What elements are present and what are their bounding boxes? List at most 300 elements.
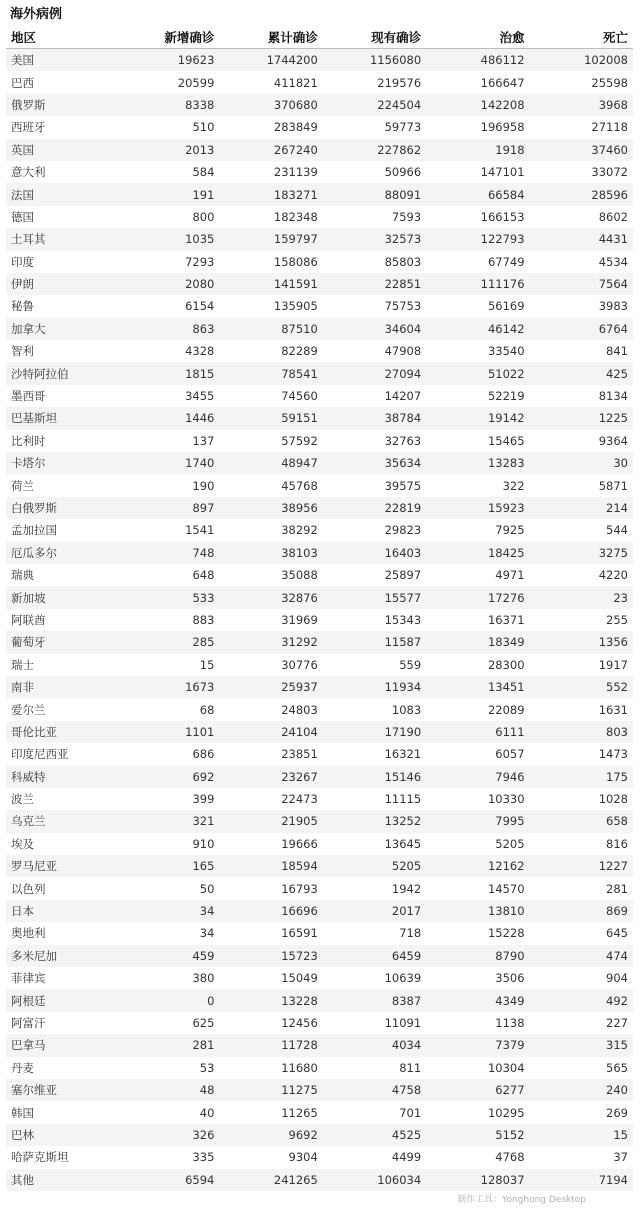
cell-recovered: 18425 (426, 542, 529, 564)
cell-deaths: 1028 (530, 788, 633, 810)
cell-new-confirmed: 399 (116, 788, 219, 810)
cell-recovered: 67749 (426, 251, 529, 273)
cell-recovered: 4971 (426, 564, 529, 586)
cell-deaths: 214 (530, 497, 633, 519)
cell-total-confirmed: 82289 (219, 340, 322, 362)
cell-total-confirmed: 9692 (219, 1124, 322, 1146)
cell-new-confirmed: 165 (116, 855, 219, 877)
cell-total-confirmed: 38292 (219, 519, 322, 541)
cell-new-confirmed: 20599 (116, 71, 219, 93)
cell-new-confirmed: 6154 (116, 295, 219, 317)
cell-new-confirmed: 34 (116, 922, 219, 944)
cell-total-confirmed: 241265 (219, 1169, 322, 1191)
header-region[interactable]: 地区 (6, 26, 116, 49)
cell-total-confirmed: 30776 (219, 654, 322, 676)
cell-new-confirmed: 1101 (116, 721, 219, 743)
cell-region: 阿富汗 (6, 1012, 116, 1034)
cell-recovered: 7946 (426, 766, 529, 788)
cell-recovered: 13283 (426, 452, 529, 474)
cell-recovered: 12162 (426, 855, 529, 877)
cell-deaths: 25598 (530, 71, 633, 93)
cell-total-confirmed: 57592 (219, 430, 322, 452)
cell-deaths: 1917 (530, 654, 633, 676)
cell-total-confirmed: 23267 (219, 766, 322, 788)
cell-recovered: 322 (426, 474, 529, 496)
cell-current-confirmed: 17190 (323, 721, 426, 743)
cell-deaths: 281 (530, 877, 633, 899)
cell-region: 土耳其 (6, 228, 116, 250)
cell-new-confirmed: 48 (116, 1079, 219, 1101)
cell-total-confirmed: 32876 (219, 586, 322, 608)
cell-deaths: 841 (530, 340, 633, 362)
cell-deaths: 8602 (530, 206, 633, 228)
table-row (6, 1012, 633, 1034)
cell-new-confirmed: 897 (116, 497, 219, 519)
cell-region: 伊朗 (6, 273, 116, 295)
header-new-confirmed[interactable]: 新增确诊 (116, 26, 219, 49)
cell-current-confirmed: 34604 (323, 318, 426, 340)
cell-recovered: 486112 (426, 49, 529, 72)
table-row (6, 497, 633, 519)
cell-new-confirmed: 533 (116, 586, 219, 608)
table-row (6, 855, 633, 877)
cell-deaths: 9364 (530, 430, 633, 452)
cell-region: 白俄罗斯 (6, 497, 116, 519)
cell-recovered: 122793 (426, 228, 529, 250)
cell-current-confirmed: 2017 (323, 900, 426, 922)
table-row (6, 967, 633, 989)
cell-deaths: 658 (530, 810, 633, 832)
cell-new-confirmed: 800 (116, 206, 219, 228)
cell-total-confirmed: 370680 (219, 94, 322, 116)
cell-total-confirmed: 18594 (219, 855, 322, 877)
cell-deaths: 227 (530, 1012, 633, 1034)
cell-region: 法国 (6, 183, 116, 205)
table-row (6, 206, 633, 228)
cell-current-confirmed: 85803 (323, 251, 426, 273)
cell-new-confirmed: 2080 (116, 273, 219, 295)
cell-recovered: 66584 (426, 183, 529, 205)
cell-region: 意大利 (6, 161, 116, 183)
cell-total-confirmed: 12456 (219, 1012, 322, 1034)
cell-deaths: 4431 (530, 228, 633, 250)
cell-current-confirmed: 13645 (323, 833, 426, 855)
cell-new-confirmed: 584 (116, 161, 219, 183)
cell-recovered: 10304 (426, 1057, 529, 1079)
cell-region: 秘鲁 (6, 295, 116, 317)
cell-total-confirmed: 15049 (219, 967, 322, 989)
cell-region: 美国 (6, 49, 116, 72)
header-recovered[interactable]: 治愈 (426, 26, 529, 49)
cell-deaths: 1631 (530, 698, 633, 720)
cell-region: 智利 (6, 340, 116, 362)
cell-new-confirmed: 321 (116, 810, 219, 832)
cell-total-confirmed: 35088 (219, 564, 322, 586)
cell-new-confirmed: 1740 (116, 452, 219, 474)
table-row (6, 318, 633, 340)
cell-new-confirmed: 625 (116, 1012, 219, 1034)
cell-new-confirmed: 137 (116, 430, 219, 452)
cell-current-confirmed: 16403 (323, 542, 426, 564)
table-row (6, 161, 633, 183)
cell-total-confirmed: 59151 (219, 407, 322, 429)
cell-recovered: 111176 (426, 273, 529, 295)
cell-recovered: 3506 (426, 967, 529, 989)
cell-current-confirmed: 5205 (323, 855, 426, 877)
cell-recovered: 147101 (426, 161, 529, 183)
cell-region: 英国 (6, 139, 116, 161)
cell-region: 阿联酋 (6, 609, 116, 631)
cell-current-confirmed: 4499 (323, 1146, 426, 1168)
cell-new-confirmed: 692 (116, 766, 219, 788)
footer-credit: 制作工具：Yonghong Desktop (457, 1195, 586, 1205)
cell-deaths: 4220 (530, 564, 633, 586)
cell-new-confirmed: 281 (116, 1034, 219, 1056)
cell-new-confirmed: 1035 (116, 228, 219, 250)
cell-recovered: 7379 (426, 1034, 529, 1056)
table-row (6, 1169, 633, 1191)
cell-recovered: 51022 (426, 362, 529, 384)
cell-current-confirmed: 35634 (323, 452, 426, 474)
cell-recovered: 16371 (426, 609, 529, 631)
table-row (6, 295, 633, 317)
cell-new-confirmed: 2013 (116, 139, 219, 161)
cell-region: 加拿大 (6, 318, 116, 340)
table-header-row (6, 26, 633, 49)
cell-total-confirmed: 22473 (219, 788, 322, 810)
cell-total-confirmed: 25937 (219, 676, 322, 698)
cell-deaths: 869 (530, 900, 633, 922)
table-row (6, 766, 633, 788)
cell-current-confirmed: 227862 (323, 139, 426, 161)
cell-new-confirmed: 380 (116, 967, 219, 989)
cell-current-confirmed: 811 (323, 1057, 426, 1079)
cell-deaths: 3983 (530, 295, 633, 317)
cell-recovered: 4768 (426, 1146, 529, 1168)
cell-current-confirmed: 15146 (323, 766, 426, 788)
cell-deaths: 23 (530, 586, 633, 608)
cell-region: 俄罗斯 (6, 94, 116, 116)
cell-new-confirmed: 1541 (116, 519, 219, 541)
cell-deaths: 425 (530, 362, 633, 384)
cell-region: 菲律宾 (6, 967, 116, 989)
cell-current-confirmed: 1083 (323, 698, 426, 720)
cell-current-confirmed: 10639 (323, 967, 426, 989)
cell-recovered: 15923 (426, 497, 529, 519)
table-row (6, 519, 633, 541)
table-row (6, 542, 633, 564)
cell-new-confirmed: 648 (116, 564, 219, 586)
cell-total-confirmed: 1744200 (219, 49, 322, 72)
cell-total-confirmed: 283849 (219, 116, 322, 138)
cell-recovered: 13451 (426, 676, 529, 698)
table-row (6, 654, 633, 676)
cell-deaths: 15 (530, 1124, 633, 1146)
table-row (6, 810, 633, 832)
table-row (6, 228, 633, 250)
table-row (6, 676, 633, 698)
cell-new-confirmed: 686 (116, 743, 219, 765)
cell-recovered: 15228 (426, 922, 529, 944)
cell-current-confirmed: 15577 (323, 586, 426, 608)
cell-current-confirmed: 219576 (323, 71, 426, 93)
table-row (6, 183, 633, 205)
cell-deaths: 269 (530, 1101, 633, 1123)
cell-current-confirmed: 27094 (323, 362, 426, 384)
cell-recovered: 1138 (426, 1012, 529, 1034)
cell-total-confirmed: 38956 (219, 497, 322, 519)
cell-recovered: 8790 (426, 945, 529, 967)
cell-deaths: 552 (530, 676, 633, 698)
table-row (6, 340, 633, 362)
cell-current-confirmed: 1942 (323, 877, 426, 899)
cell-total-confirmed: 11265 (219, 1101, 322, 1123)
cell-recovered: 166153 (426, 206, 529, 228)
cell-region: 印度 (6, 251, 116, 273)
table-row (6, 407, 633, 429)
cell-recovered: 15465 (426, 430, 529, 452)
cell-new-confirmed: 8338 (116, 94, 219, 116)
table-row (6, 1124, 633, 1146)
cell-deaths: 37 (530, 1146, 633, 1168)
cell-region: 巴林 (6, 1124, 116, 1146)
cell-deaths: 803 (530, 721, 633, 743)
table-row (6, 452, 633, 474)
cell-new-confirmed: 4328 (116, 340, 219, 362)
table-row (6, 721, 633, 743)
table-row (6, 586, 633, 608)
table-row (6, 922, 633, 944)
cell-current-confirmed: 47908 (323, 340, 426, 362)
cell-recovered: 5152 (426, 1124, 529, 1146)
table-title: 海外病例 (10, 7, 63, 22)
cell-recovered: 17276 (426, 586, 529, 608)
cell-current-confirmed: 59773 (323, 116, 426, 138)
cell-deaths: 7564 (530, 273, 633, 295)
table-row (6, 251, 633, 273)
cell-new-confirmed: 40 (116, 1101, 219, 1123)
cell-recovered: 7925 (426, 519, 529, 541)
cell-region: 多米尼加 (6, 945, 116, 967)
cell-current-confirmed: 4034 (323, 1034, 426, 1056)
cell-region: 孟加拉国 (6, 519, 116, 541)
cell-total-confirmed: 16793 (219, 877, 322, 899)
cell-deaths: 1356 (530, 631, 633, 653)
cell-recovered: 166647 (426, 71, 529, 93)
cell-total-confirmed: 87510 (219, 318, 322, 340)
cell-region: 波兰 (6, 788, 116, 810)
cell-region: 哥伦比亚 (6, 721, 116, 743)
cell-deaths: 37460 (530, 139, 633, 161)
cell-current-confirmed: 6459 (323, 945, 426, 967)
cell-current-confirmed: 11587 (323, 631, 426, 653)
cell-total-confirmed: 11275 (219, 1079, 322, 1101)
cell-current-confirmed: 11934 (323, 676, 426, 698)
table-row (6, 743, 633, 765)
cell-region: 巴拿马 (6, 1034, 116, 1056)
cell-region: 德国 (6, 206, 116, 228)
cell-new-confirmed: 190 (116, 474, 219, 496)
cell-region: 乌克兰 (6, 810, 116, 832)
table-row (6, 1079, 633, 1101)
cell-region: 韩国 (6, 1101, 116, 1123)
cell-current-confirmed: 75753 (323, 295, 426, 317)
cell-current-confirmed: 718 (323, 922, 426, 944)
cell-region: 荷兰 (6, 474, 116, 496)
cell-current-confirmed: 1156080 (323, 49, 426, 72)
cell-current-confirmed: 8387 (323, 989, 426, 1011)
cell-current-confirmed: 32573 (323, 228, 426, 250)
cell-total-confirmed: 231139 (219, 161, 322, 183)
cell-recovered: 10330 (426, 788, 529, 810)
cell-new-confirmed: 6594 (116, 1169, 219, 1191)
cell-new-confirmed: 863 (116, 318, 219, 340)
cell-new-confirmed: 7293 (116, 251, 219, 273)
cell-recovered: 52219 (426, 385, 529, 407)
cell-current-confirmed: 7593 (323, 206, 426, 228)
cell-total-confirmed: 21905 (219, 810, 322, 832)
cell-region: 阿根廷 (6, 989, 116, 1011)
cell-new-confirmed: 19623 (116, 49, 219, 72)
cell-deaths: 1227 (530, 855, 633, 877)
cell-total-confirmed: 74560 (219, 385, 322, 407)
cell-total-confirmed: 183271 (219, 183, 322, 205)
cell-deaths: 645 (530, 922, 633, 944)
cell-current-confirmed: 88091 (323, 183, 426, 205)
cell-recovered: 7995 (426, 810, 529, 832)
cell-current-confirmed: 14207 (323, 385, 426, 407)
cell-region: 罗马尼亚 (6, 855, 116, 877)
table-row (6, 49, 633, 72)
cell-recovered: 28300 (426, 654, 529, 676)
table-row (6, 564, 633, 586)
cell-region: 哈萨克斯坦 (6, 1146, 116, 1168)
cell-region: 卡塔尔 (6, 452, 116, 474)
cell-total-confirmed: 31292 (219, 631, 322, 653)
table-row (6, 474, 633, 496)
cell-current-confirmed: 15343 (323, 609, 426, 631)
cell-recovered: 6057 (426, 743, 529, 765)
cell-region: 科威特 (6, 766, 116, 788)
cell-deaths: 1225 (530, 407, 633, 429)
table-row (6, 71, 633, 93)
cell-deaths: 904 (530, 967, 633, 989)
cell-deaths: 5871 (530, 474, 633, 496)
table-row (6, 833, 633, 855)
cell-total-confirmed: 141591 (219, 273, 322, 295)
cell-total-confirmed: 158086 (219, 251, 322, 273)
cell-current-confirmed: 39575 (323, 474, 426, 496)
cell-new-confirmed: 1446 (116, 407, 219, 429)
header-total-confirmed[interactable]: 累计确诊 (219, 26, 322, 49)
table-row (6, 1101, 633, 1123)
cell-new-confirmed: 50 (116, 877, 219, 899)
cell-recovered: 142208 (426, 94, 529, 116)
cell-region: 奥地利 (6, 922, 116, 944)
cell-total-confirmed: 9304 (219, 1146, 322, 1168)
cell-new-confirmed: 191 (116, 183, 219, 205)
table-row (6, 1146, 633, 1168)
cell-total-confirmed: 13228 (219, 989, 322, 1011)
cell-total-confirmed: 78541 (219, 362, 322, 384)
cell-current-confirmed: 29823 (323, 519, 426, 541)
header-current-confirmed[interactable]: 现有确诊 (323, 26, 426, 49)
table-row (6, 609, 633, 631)
cell-current-confirmed: 11091 (323, 1012, 426, 1034)
cell-deaths: 33072 (530, 161, 633, 183)
cell-current-confirmed: 4525 (323, 1124, 426, 1146)
table-row (6, 116, 633, 138)
cell-deaths: 28596 (530, 183, 633, 205)
table-row (6, 900, 633, 922)
cell-new-confirmed: 1815 (116, 362, 219, 384)
cell-new-confirmed: 459 (116, 945, 219, 967)
cell-deaths: 175 (530, 766, 633, 788)
table-body (6, 49, 633, 1191)
cell-region: 埃及 (6, 833, 116, 855)
cell-deaths: 3275 (530, 542, 633, 564)
cell-deaths: 3968 (530, 94, 633, 116)
cell-recovered: 13810 (426, 900, 529, 922)
cell-deaths: 7194 (530, 1169, 633, 1191)
cell-region: 其他 (6, 1169, 116, 1191)
cell-total-confirmed: 11680 (219, 1057, 322, 1079)
cell-total-confirmed: 11728 (219, 1034, 322, 1056)
table-row (6, 362, 633, 384)
cell-deaths: 30 (530, 452, 633, 474)
cell-total-confirmed: 267240 (219, 139, 322, 161)
cell-region: 南非 (6, 676, 116, 698)
cell-deaths: 6764 (530, 318, 633, 340)
cell-total-confirmed: 16696 (219, 900, 322, 922)
cell-current-confirmed: 25897 (323, 564, 426, 586)
cell-current-confirmed: 106034 (323, 1169, 426, 1191)
cell-total-confirmed: 24104 (219, 721, 322, 743)
cell-recovered: 19142 (426, 407, 529, 429)
cell-region: 巴西 (6, 71, 116, 93)
cell-recovered: 128037 (426, 1169, 529, 1191)
table-row (6, 273, 633, 295)
header-deaths[interactable]: 死亡 (530, 26, 633, 49)
cell-deaths: 565 (530, 1057, 633, 1079)
cell-recovered: 14570 (426, 877, 529, 899)
cell-new-confirmed: 0 (116, 989, 219, 1011)
cell-current-confirmed: 701 (323, 1101, 426, 1123)
cell-current-confirmed: 32763 (323, 430, 426, 452)
cell-new-confirmed: 285 (116, 631, 219, 653)
cell-deaths: 492 (530, 989, 633, 1011)
cell-deaths: 102008 (530, 49, 633, 72)
cell-deaths: 1473 (530, 743, 633, 765)
cell-total-confirmed: 23851 (219, 743, 322, 765)
cell-recovered: 18349 (426, 631, 529, 653)
cell-region: 印度尼西亚 (6, 743, 116, 765)
cell-deaths: 240 (530, 1079, 633, 1101)
cell-total-confirmed: 16591 (219, 922, 322, 944)
table-row (6, 94, 633, 116)
cell-current-confirmed: 4758 (323, 1079, 426, 1101)
cell-recovered: 196958 (426, 116, 529, 138)
cell-new-confirmed: 326 (116, 1124, 219, 1146)
cell-region: 以色列 (6, 877, 116, 899)
table-row (6, 877, 633, 899)
cell-total-confirmed: 135905 (219, 295, 322, 317)
cell-new-confirmed: 15 (116, 654, 219, 676)
table-row (6, 1057, 633, 1079)
cell-recovered: 1918 (426, 139, 529, 161)
cell-current-confirmed: 11115 (323, 788, 426, 810)
cell-new-confirmed: 335 (116, 1146, 219, 1168)
